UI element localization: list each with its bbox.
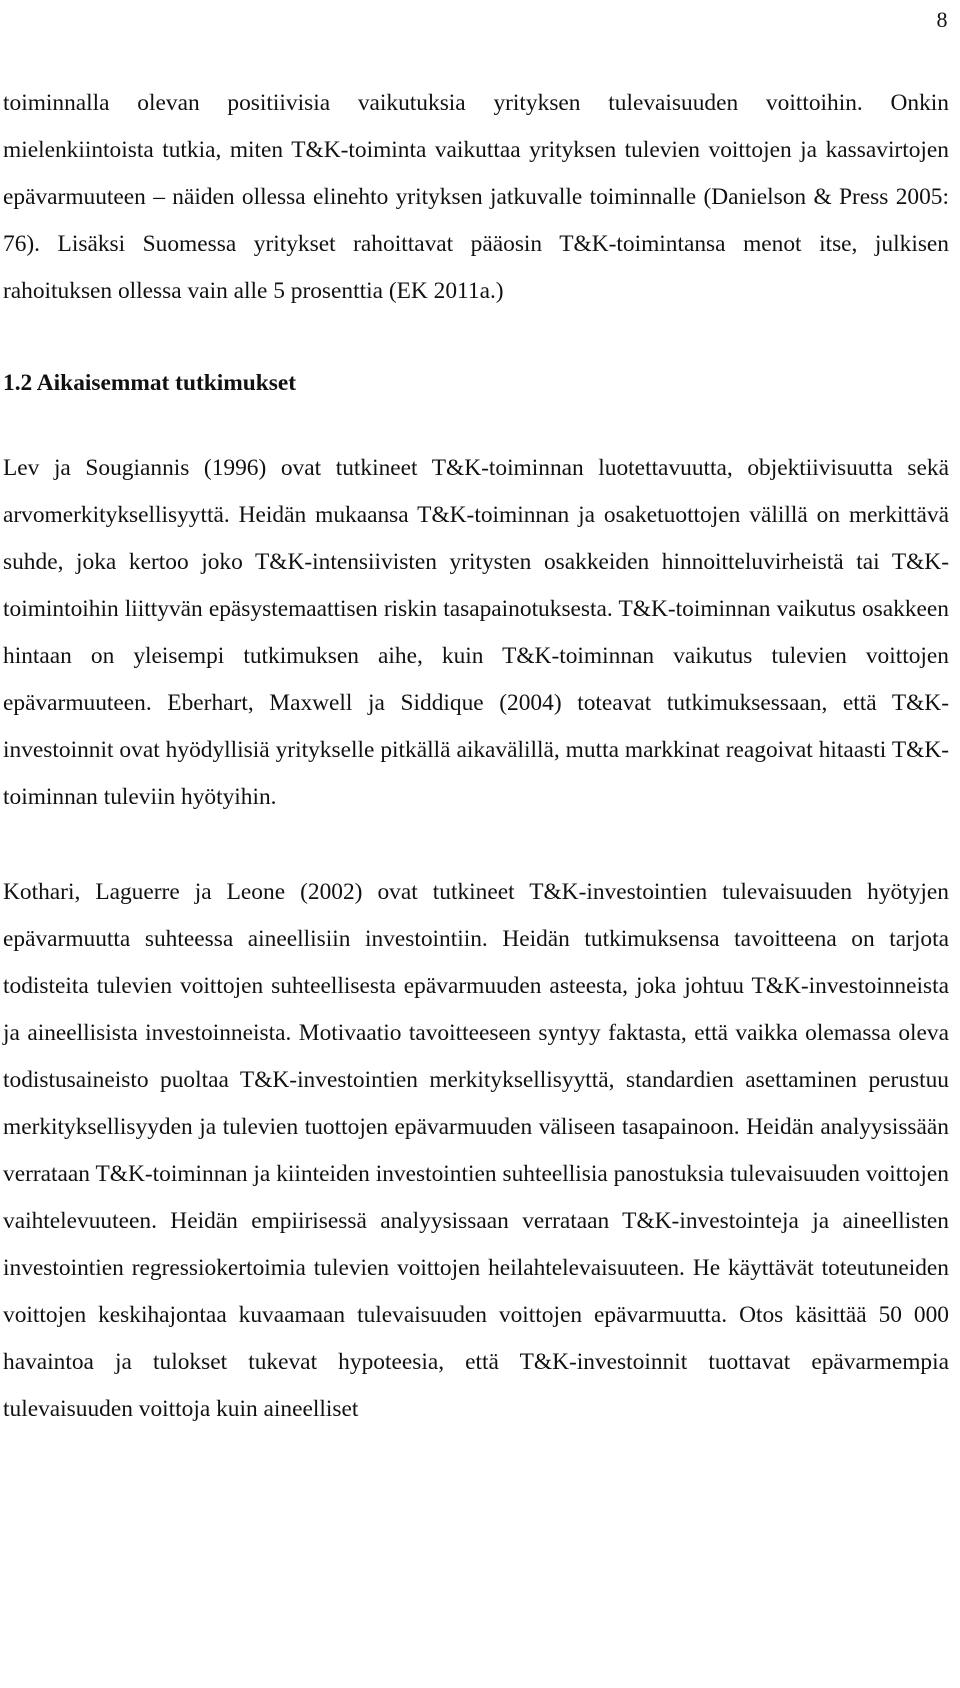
paragraph-lev-sougiannis: Lev ja Sougiannis (1996) ovat tutkineet T&K-toiminnan luotettavuutta, objektiivisuutta sekä arvomerkityksellisyyttä. Heidän mukaansa T&K-toiminnan ja osaketuottojen välillä on merkittävä suhde, joka kertoo joko T&K-intensiivisten yritysten osakkeiden hinnoitteluvirheistä tai T&K-toimintoihin liittyvän epäsystemaattisen riskin tasapainotuksesta. T&K-toiminnan vaikutus osakkeen hintaan on yleisempi tutkimuksen aihe, kuin T&K-toiminnan vaikutus tulevien voittojen epävarmuuteen. Eberhart, Maxwell ja Siddique (2004) toteavat tutkimuksessaan, että T&K-investoinnit ovat hyödyllisiä yritykselle pitkällä aikavälillä, mutta markkinat reagoivat hitaasti T&K-toiminnan tuleviin hyötyihin. [3,455,949,810]
document-body [3,80,949,1433]
paragraph-kothari: Kothari, Laguerre ja Leone (2002) ovat tutkineet T&K-investointien tulevaisuuden hyötyjen epävarmuutta suhteessa aineellisiin investointiin. Heidän tutkimuksensa tavoitteena on tarjota todisteita tulevien voittojen suhteellisesta epävarmuuden asteesta, joka johtuu T&K-investoinneista ja aineellisista investoinneista. Motivaatio tavoitteeseen syntyy faktasta, että vaikka olemassa oleva todistusaineisto puoltaa T&K-investointien merkityksellisyyttä, standardien asettaminen perustuu merkityksellisyyden ja tulevien tuottojen epävarmuuden väliseen tasapainoon. Heidän analyysissään verrataan T&K-toiminnan ja kiinteiden investointien suhteellisia panostuksia tulevaisuuden voittojen vaihtelevuuteen. Heidän empiirisessä analyysissaan verrataan T&K-investointeja ja aineellisten investointien regressiokertoimia tulevien voittojen heilahtelevaisuuteen. He käyttävät toteutuneiden voittojen keskihajontaa kuvaamaan tulevaisuuden voittojen epävarmuutta. Otos käsittää 50 000 havaintoa ja tulokset tukevat hypoteesia, että T&K-investoinnit tuottavat epävarmempia tulevaisuuden voittoja kuin aineelliset [3,879,949,1422]
paragraph-intro-continuation: toiminnalla olevan positiivisia vaikutuksia yrityksen tulevaisuuden voittoihin. Onkin mielenkiintoista tutkia, miten T&K-toiminta vaikuttaa yrityksen tulevien voittojen ja kassavirtojen epävarmuuteen – näiden ollessa elinehto yrityksen jatkuvalle toiminnalle (Danielson & Press 2005: 76). Lisäksi Suomessa yritykset rahoittavat pääosin T&K-toimintansa menot itse, julkisen rahoituksen ollessa vain alle 5 prosenttia (EK 2011a.) [3,90,949,304]
page-number: 8 [936,7,948,32]
section-heading: 1.2 Aikaisemmat tutkimukset [3,370,297,396]
